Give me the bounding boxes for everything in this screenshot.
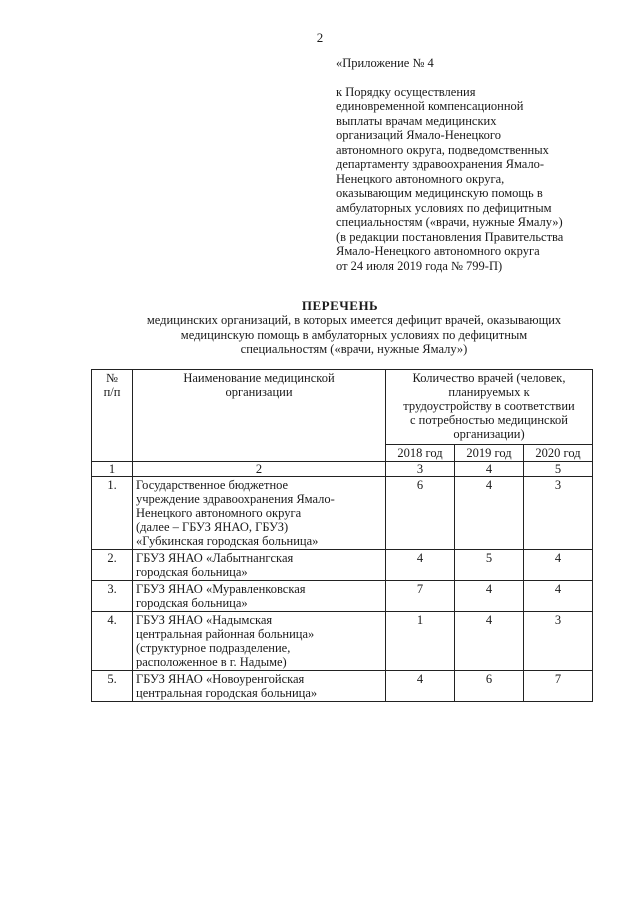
row-value-2020: 7 (524, 671, 593, 702)
table-row (92, 581, 593, 612)
row-value-2020: 4 (524, 550, 593, 581)
page-number: 2 (316, 30, 324, 45)
row-value-2020: 3 (524, 477, 593, 550)
appendix-line: единовременной компенсационной (336, 99, 524, 113)
organizations-table (91, 369, 593, 702)
appendix-line: выплаты врачам медицинских (336, 113, 497, 128)
column-number: 4 (455, 462, 524, 477)
row-name-line: ГБУЗ ЯНАО «Лабытнангская (136, 551, 294, 565)
row-name-line: ГБУЗ ЯНАО «Новоуренгойская (136, 672, 305, 686)
row-name-line: «Губкинская городская больница» (136, 534, 319, 548)
row-num: 4. (92, 612, 133, 671)
row-name-line: Ненецкого автономного округа (136, 506, 302, 520)
row-name-line: (структурное подразделение, (136, 641, 291, 655)
appendix-line: автономного округа, подведомственных (336, 142, 549, 157)
header-name (133, 370, 386, 462)
row-value-2020: 4 (524, 581, 593, 612)
column-number: 2 (133, 462, 386, 477)
row-value-2019: 4 (455, 477, 524, 550)
header-count-line: планируемых к (448, 385, 530, 399)
header-num (92, 370, 133, 462)
row-value-2018: 7 (386, 581, 455, 612)
appendix-line: от 24 июля 2019 года № 799-П) (336, 258, 503, 273)
row-num: 2. (92, 550, 133, 581)
header-num-line: № (106, 371, 118, 385)
subtitle-line: медицинскую помощь в амбулаторных условиях по дефицитным (180, 327, 528, 342)
header-year-2020: 2020 год (524, 445, 593, 462)
column-number: 5 (524, 462, 593, 477)
appendix-line: Ямало-Ненецкого автономного округа (336, 244, 540, 258)
row-name-line: расположенное в г. Надыме) (136, 655, 287, 669)
row-name (133, 612, 386, 671)
table-header-row (92, 370, 593, 445)
header-num-line: п/п (103, 385, 121, 399)
header-count (386, 370, 593, 445)
row-value-2019: 4 (455, 581, 524, 612)
header-year-2018: 2018 год (386, 445, 455, 462)
row-value-2019: 5 (455, 550, 524, 581)
table-column-numbers-row (92, 462, 593, 477)
header-name-line: организации (225, 385, 293, 399)
row-value-2020: 3 (524, 612, 593, 671)
header-count-line: Количество врачей (человек, (412, 371, 566, 385)
appendix-heading: «Приложение № 4 (336, 56, 434, 70)
column-number: 3 (386, 462, 455, 477)
header-count-line: трудоустройству в соответствии (403, 399, 575, 413)
appendix-line: оказывающим медицинскую помощь в (336, 186, 543, 200)
row-num: 5. (92, 671, 133, 702)
table-row (92, 550, 593, 581)
row-value-2018: 4 (386, 550, 455, 581)
row-value-2018: 4 (386, 671, 455, 702)
appendix-line: специальностям («врачи, нужные Ямалу») (336, 215, 563, 229)
row-name (133, 581, 386, 612)
document-title: ПЕРЕЧЕНЬ (301, 298, 379, 313)
table-row (92, 612, 593, 671)
subtitle-line: специальностям («врачи, нужные Ямалу») (240, 342, 468, 356)
row-name (133, 671, 386, 702)
row-name-line: ГБУЗ ЯНАО «Муравленковская (136, 582, 306, 596)
header-count-line: с потребностью медицинской (410, 413, 568, 427)
row-name-line: ГБУЗ ЯНАО «Надымская (136, 613, 273, 627)
appendix-line: Ненецкого автономного округа, (336, 171, 505, 186)
row-num: 1. (92, 477, 133, 550)
row-name-line: городская больница» (136, 565, 248, 579)
subtitle-line: медицинских организаций, в которых имеется дефицит врачей, оказывающих (146, 313, 562, 327)
row-value-2019: 4 (455, 612, 524, 671)
appendix-note (336, 56, 616, 273)
document-subtitle (96, 313, 612, 357)
appendix-line: организаций Ямало-Ненецкого (336, 128, 501, 142)
row-name-line: (далее – ГБУЗ ЯНАО, ГБУЗ) (136, 520, 289, 534)
appendix-line: амбулаторных условиях по дефицитным (336, 200, 552, 215)
header-year-2019: 2019 год (455, 445, 524, 462)
row-name-line: центральная городская больница» (136, 686, 318, 700)
column-number: 1 (92, 462, 133, 477)
row-name-line: городская больница» (136, 596, 248, 610)
header-name-line: Наименование медицинской (183, 371, 335, 385)
appendix-line: к Порядку осуществления (336, 84, 476, 99)
row-value-2018: 1 (386, 612, 455, 671)
row-name (133, 550, 386, 581)
row-name-line: центральная районная больница» (136, 627, 315, 641)
header-count-line: организации) (453, 427, 525, 441)
row-name-line: учреждение здравоохранения Ямало- (136, 492, 335, 506)
table-row (92, 477, 593, 550)
row-value-2018: 6 (386, 477, 455, 550)
row-num: 3. (92, 581, 133, 612)
row-value-2019: 6 (455, 671, 524, 702)
appendix-line: (в редакции постановления Правительства (336, 229, 564, 244)
row-name (133, 477, 386, 550)
row-name-line: Государственное бюджетное (136, 478, 289, 492)
appendix-line: департаменту здравоохранения Ямало- (336, 157, 545, 171)
table-row (92, 671, 593, 702)
